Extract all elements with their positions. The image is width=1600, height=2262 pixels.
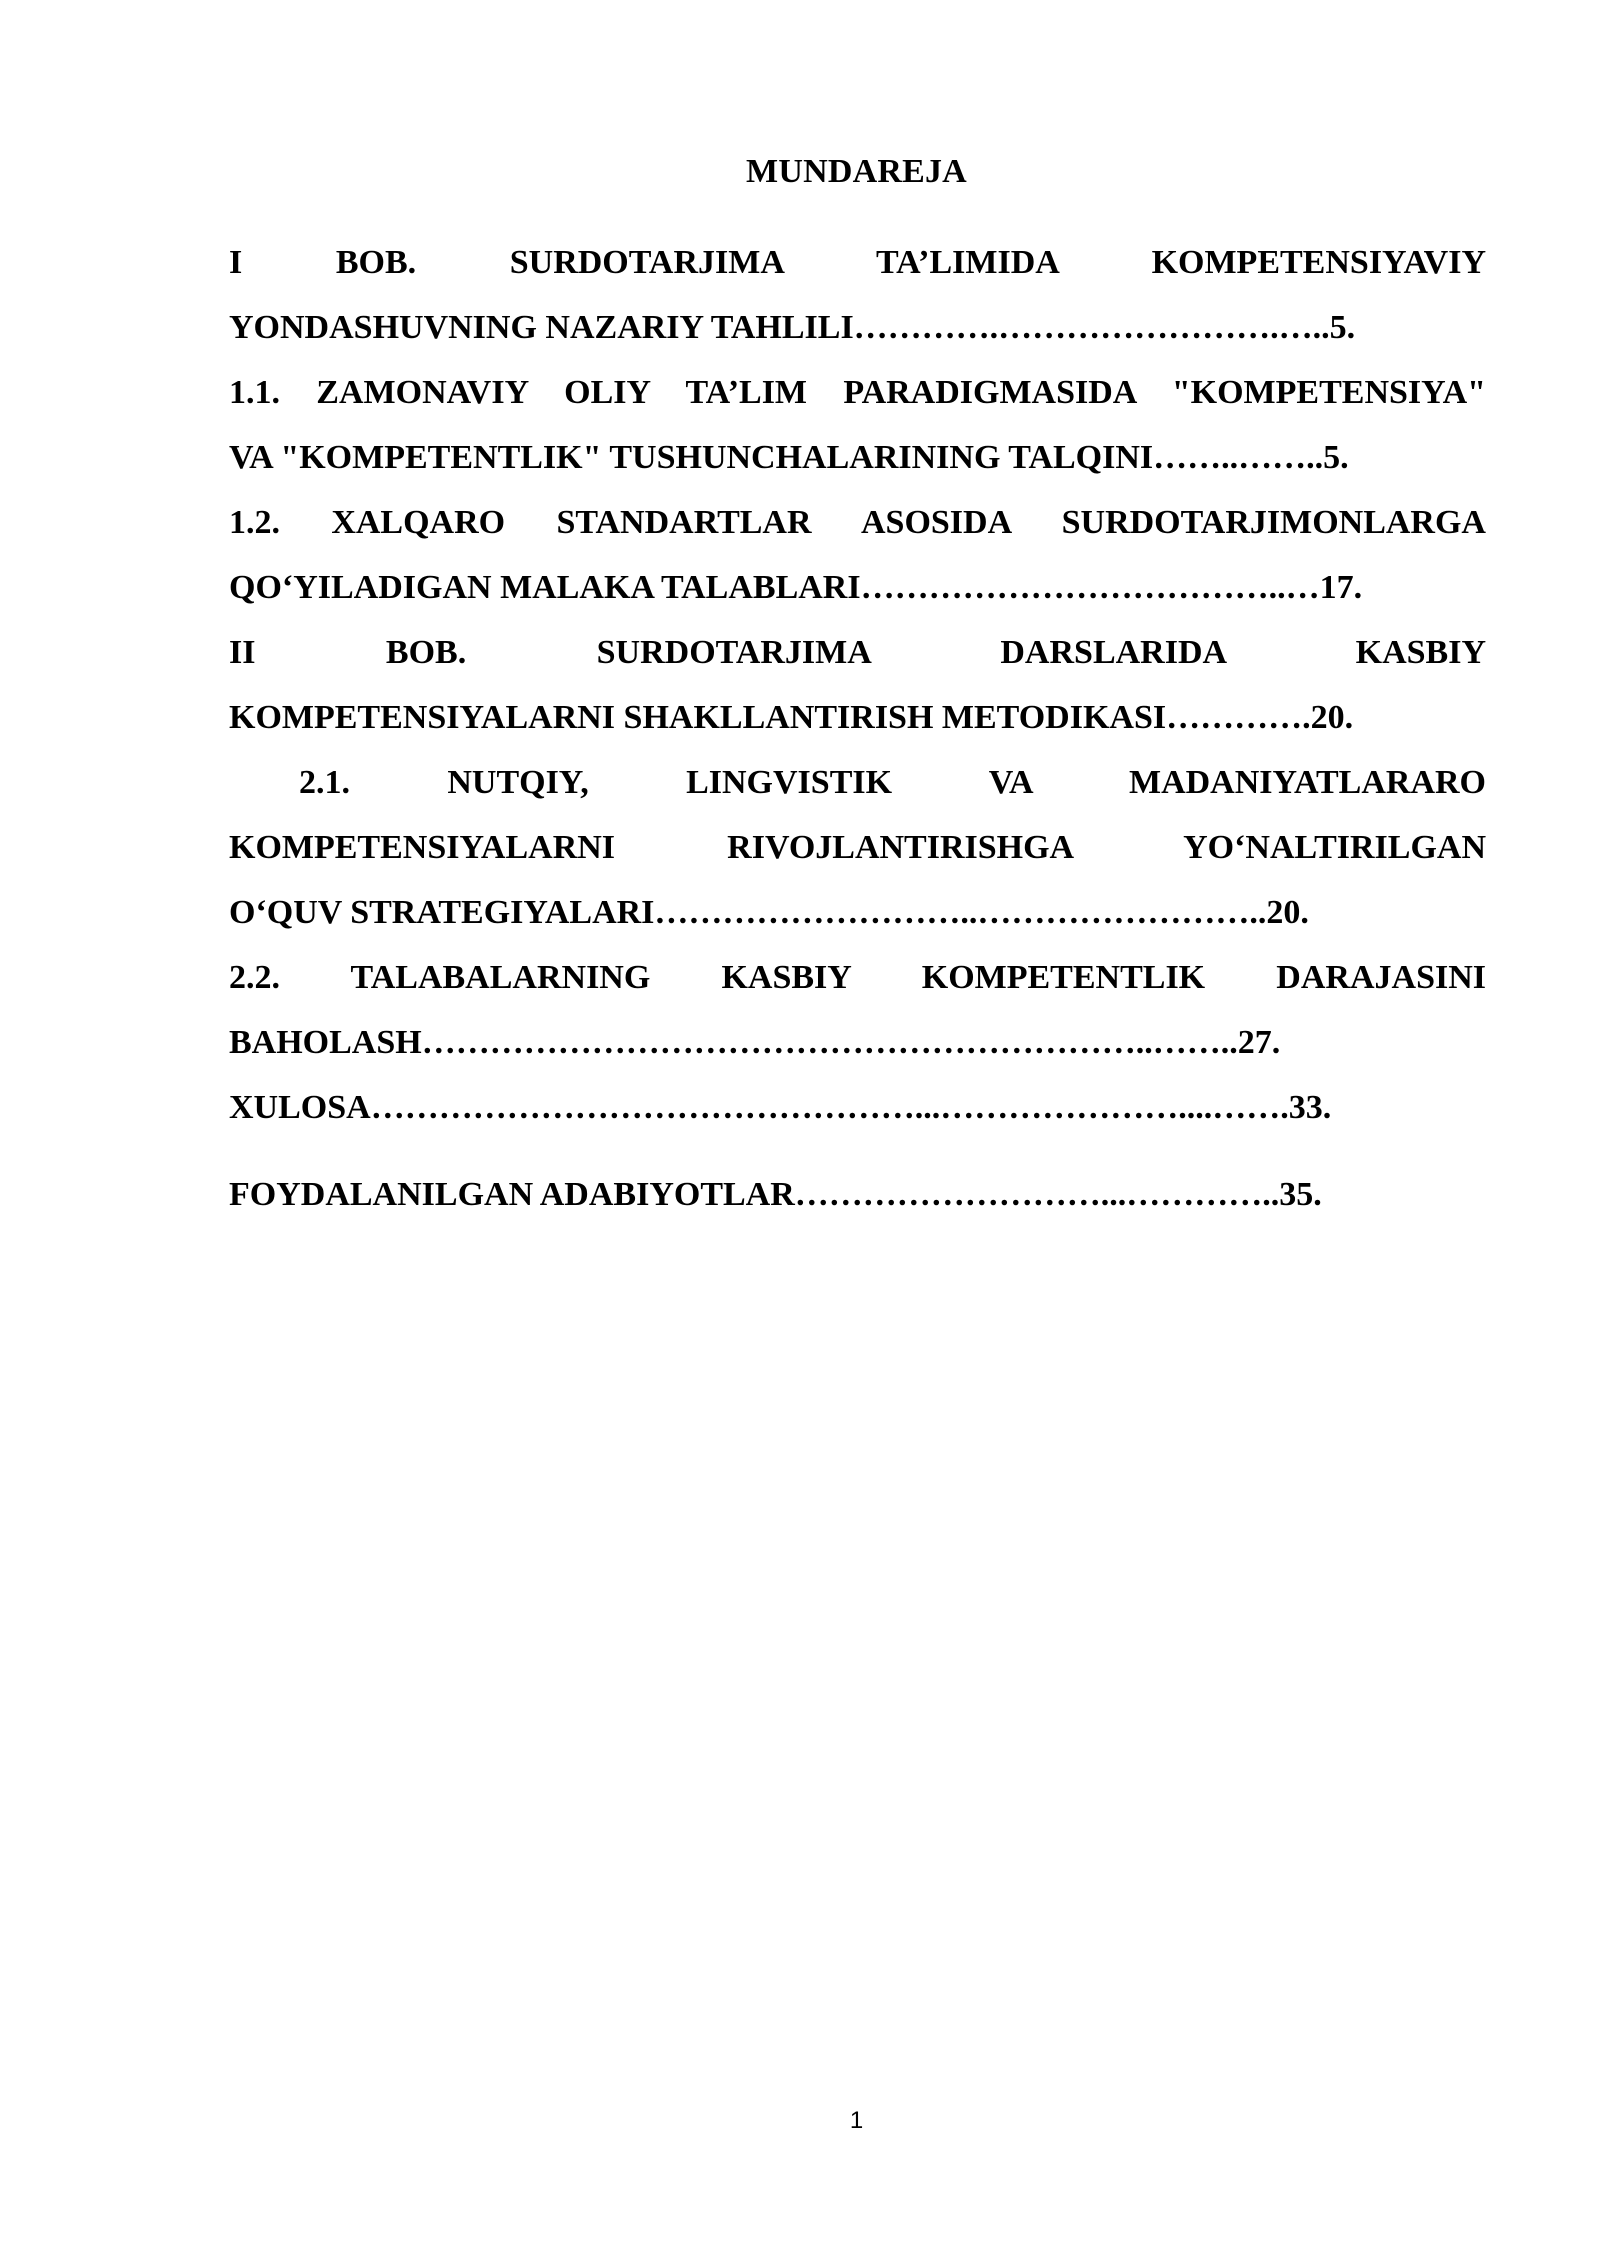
toc-section-1-1-line-1: 1.1. ZAMONAVIY OLIY TA’LIM PARADIGMASIDA "KOMPETENSIYA" [229, 374, 1486, 411]
toc-section-1-2-line-1: 1.2. XALQARO STANDARTLAR ASOSIDA SURDOTARJIMONLARGA [229, 504, 1486, 541]
toc-chapter-1-line-1: I BOB. SURDOTARJIMA TA’LIMIDA KOMPETENSIYAVIY [229, 244, 1486, 281]
toc-section-2-2-line-1: 2.2. TALABALARNING KASBIY KOMPETENTLIK DARAJASINI [229, 959, 1486, 996]
toc-references: FOYDALANILGAN ADABIYOTLAR………………………...…………..35. [229, 1176, 1322, 1213]
page-number: 1 [849, 2107, 864, 2134]
toc-section-2-2-line-2: BAHOLASH………………………………………………………..……..27. [229, 1024, 1281, 1061]
toc-chapter-1-line-2: YONDASHUVNING NAZARIY TAHLILI………….…………………….…..5. [229, 309, 1356, 346]
toc-chapter-2-line-2: KOMPETENSIYALARNI SHAKLLANTIRISH METODIKASI………….20. [229, 699, 1354, 736]
toc-section-1-1-line-2: VA "KOMPETENTLIK" TUSHUNCHALARINING TALQINI……..……..5. [229, 439, 1349, 476]
toc-section-2-1-line-3: O‘QUV STRATEGIYALARI………………………..……………………..20. [229, 894, 1309, 931]
page-title: MUNDAREJA [746, 153, 967, 190]
toc-section-2-1-line-1: 2.1. NUTQIY, LINGVISTIK VA MADANIYATLARARO [299, 764, 1486, 801]
table-of-contents [229, 238, 1486, 1235]
toc-conclusion: XULOSA…………………………………………...…………………....…….33. [229, 1089, 1332, 1126]
toc-chapter-2-line-1: II BOB. SURDOTARJIMA DARSLARIDA KASBIY [229, 634, 1486, 671]
toc-section-1-2-line-2: QO‘YILADIGAN MALAKA TALABLARI………………………………..…17. [229, 569, 1363, 606]
toc-section-2-1-line-2: KOMPETENSIYALARNI RIVOJLANTIRISHGA YO‘NALTIRILGAN [229, 829, 1486, 866]
